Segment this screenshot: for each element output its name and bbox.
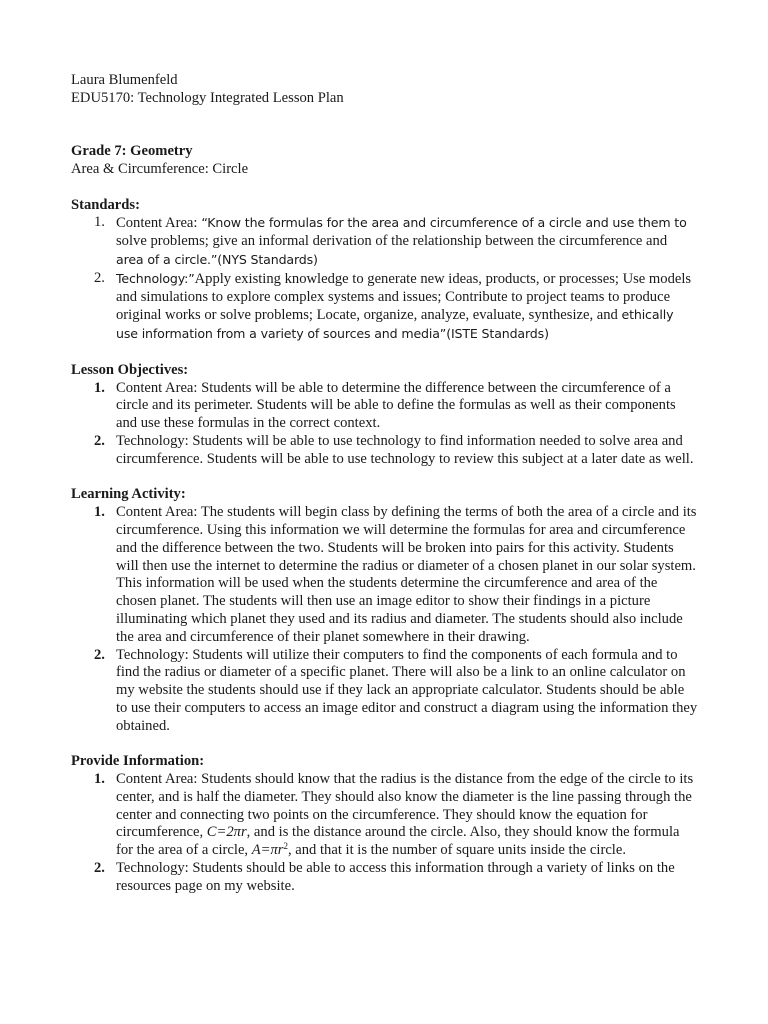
list-item	[71, 433, 698, 469]
list-item-text: , and is the distance around the circle. Also, they should know the formula for the area of a circle,	[116, 824, 680, 859]
subject-line: Area & Circumference: Circle	[71, 160, 249, 177]
standards-list	[71, 214, 698, 344]
standards-item-content	[71, 214, 698, 269]
list-item-text: Content Area: Students should know that the radius is the distance from the edge of the circle to its center, and is half the diameter. They should also know the diameter is the line passing through the center and connecting two points on the circumference. They should know the equation for circumference,	[116, 771, 694, 841]
list-number: 1.	[94, 214, 105, 231]
standards-item-label: Content Area:	[116, 215, 198, 232]
list-item-text: Technology: Students will be able to use technology to find information needed to solve area and circumference. Students will be able to use technology to review this subject at a later date as well.	[116, 432, 694, 467]
list-item-text: Technology: Students will utilize their computers to find the components of each formula and to find the radius or diameter of a specific planet. There will also be a link to an online calculator on my website the students should use if they lack an appropriate calculator. Students should be able to use their computers to access an image editor and construct a diagram using the information they obtained.	[116, 646, 698, 734]
standards-item-technology	[71, 270, 698, 344]
activity-heading: Learning Activity:	[71, 486, 186, 503]
course-title: EDU5170: Technology Integrated Lesson Plan	[71, 89, 344, 106]
list-number: 2.	[94, 269, 105, 286]
standards-item-label: Technology:”	[116, 270, 195, 286]
objectives-list	[71, 380, 698, 469]
list-number: 1.	[94, 504, 105, 521]
list-item	[71, 860, 698, 896]
activity-list	[71, 504, 698, 735]
area-formula: A=πr	[251, 842, 284, 859]
standards-item-tail: ethically use information from a variety of sources and media”	[116, 307, 674, 342]
list-number: 2.	[94, 646, 105, 663]
author-name: Laura Blumenfeld	[71, 72, 178, 88]
objectives-heading: Lesson Objectives:	[71, 361, 189, 378]
grade-heading: Grade 7: Geometry	[71, 143, 193, 160]
information-heading: Provide Information:	[71, 753, 205, 770]
information-list	[71, 771, 698, 896]
list-item	[71, 647, 698, 736]
list-item-text: , and that it is the number of square units inside the circle.	[287, 842, 626, 859]
standards-item-tail: area of a circle.”	[116, 251, 218, 267]
list-item-text: Content Area: Students will be able to determine the difference between the circumference of a circle and its perimeter. Students will be able to define the formulas as well as their components and use these formulas in the correct context.	[116, 379, 676, 432]
list-item	[71, 771, 698, 860]
list-item-text: Technology: Students should be able to access this information through a variety of links on the resources page on my website.	[116, 860, 675, 894]
standards-heading: Standards:	[71, 196, 140, 213]
list-number: 1.	[94, 771, 105, 788]
standards-item-quote: “Know the formulas for the area and circumference of a circle and use them to	[197, 215, 687, 231]
list-number: 2.	[94, 432, 105, 449]
standards-item-text: Apply existing knowledge to generate new ideas, products, or processes; Use models and simulations to explore complex systems and issues; Contribute to project teams to produce original works or solve problems; Locate, organize, analyze, evaluate, synthesize, and	[116, 270, 692, 324]
list-item-text: Content Area: The students will begin class by defining the terms of both the area of a circle and its circumference. Using this information we will determine the formulas for area and circumference and the difference between the two. Students will be broken into pairs for this activity. Students will then use the internet to determine the radius or diameter of a chosen planet in our solar system. This information will be used when the students determine the circumference and area of the chosen planet. The students will then use an image editor to show their findings in a picture illuminating which planet they used and its radius and diameter. The students should also include the area and circumference of their planet somewhere in their drawing.	[116, 504, 697, 645]
area-formula-exponent: 2	[283, 841, 288, 852]
list-item	[71, 504, 698, 646]
standards-item-source: (ISTE Standards)	[446, 326, 549, 342]
list-item	[71, 380, 698, 433]
standards-item-source: (NYS Standards)	[217, 251, 318, 267]
list-number: 2.	[94, 860, 105, 877]
circumference-formula: C=2πr	[206, 824, 247, 841]
list-number: 1.	[94, 379, 105, 396]
standards-item-text: solve problems; give an informal derivation of the relationship between the circumference and	[116, 233, 668, 250]
